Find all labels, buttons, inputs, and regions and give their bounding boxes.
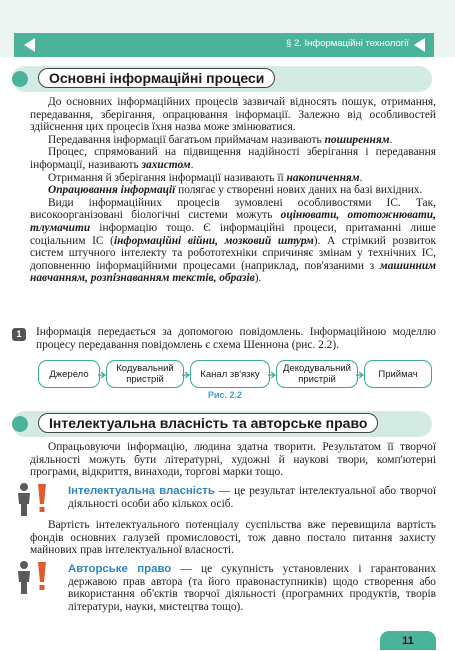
paragraph: Види інформаційних процесів зумовлені особливостями ІС. Так, високоорганізовані біологічні системи можуть оцінювати, ототожнювати, тлумачити інформацію тощо. Є інформаційні процеси, притаманні лише соціальним ІС (інформаційні війни, мозковий штурм). А стрімкий розвиток систем штучного інтелекту та робототехніки спричиняє змінам у технічних ІС, доповненню інформаційними процесами (наприклад, пов'язаними з машинним навчанням, розпізнаванням текстів, образів). xyxy=(30,196,436,285)
section1-body xyxy=(30,96,436,285)
diagram-node-receiver: Приймач xyxy=(364,360,432,388)
term-intellectual-property: Інтелектуальна власність xyxy=(68,485,215,497)
paragraph: Передавання інформації багатьом приймачам називають поширенням. xyxy=(48,133,393,146)
next-page-arrow-icon[interactable] xyxy=(414,38,425,52)
banner-dot-icon xyxy=(12,416,28,432)
paragraph: Опрацювання інформації полягає у створенні нових даних на базі вихідних. xyxy=(48,184,423,197)
diagram-arrow-icon xyxy=(182,372,191,378)
section2-paragraph: Вартість інтелектуального потенціалу суспільства вже перевищила вартість фондів основних галузей промисловості, тож давно постало питання захисту майнових прав інтелектуальної власності. xyxy=(30,519,436,557)
attention-person-icon xyxy=(12,482,56,516)
note-text: Інформація передається за допомогою повідомлень. Інформаційною моделлю процесу передавання повідомлень є схема Шеннона (рис. 2.2). xyxy=(36,326,436,351)
diagram-arrow-icon xyxy=(356,372,365,378)
header-section-title: § 2. Інформаційні технології xyxy=(286,38,409,49)
banner-dot-icon xyxy=(12,71,28,87)
paragraph: До основних інформаційних процесів зазвичай відносять пошук, отримання, передавання, зберігання, опрацювання інформації. Залежно від особливостей здійснення цих процесів їхня назва може змінюватися. xyxy=(30,96,436,134)
section-title-1: Основні інформаційні процеси xyxy=(38,68,275,88)
diagram-node-decoder: Декодувальний пристрій xyxy=(276,360,358,388)
diagram-node-encoder: Кодувальний пристрій xyxy=(106,360,184,388)
paragraph: Процес, спрямований на підвищення надійності зберігання і передавання інформації, називають захистом. xyxy=(30,146,436,171)
term-copyright: Авторське право xyxy=(68,563,172,575)
diagram-node-channel: Канал зв'язку xyxy=(190,360,270,388)
attention-person-icon xyxy=(12,560,56,594)
section2-intro: Опрацьовуючи інформацію, людина здатна творити. Результатом її творчої діяльності можуть бути літературні, художні й наукові твори, комп'ютерні програми, відкриття, винаходи, торгові марки тощо. xyxy=(30,441,436,479)
diagram-arrow-icon xyxy=(268,372,277,378)
paragraph: Отримання й зберігання інформації називають її накопиченням. xyxy=(48,171,363,184)
diagram-arrow-icon xyxy=(98,372,107,378)
section-banner-2 xyxy=(12,411,432,437)
section-banner-1 xyxy=(12,66,432,92)
figure-caption: Рис. 2.2 xyxy=(208,390,243,400)
page-number: 11 xyxy=(380,631,436,650)
definition-intellectual-property: Інтелектуальна власність — це результат інтелектуальної або творчої діяльності особи або кількох осіб. xyxy=(68,485,436,510)
prev-page-arrow-icon[interactable] xyxy=(24,38,35,52)
note-number-badge: 1 xyxy=(12,328,26,341)
diagram-node-source: Джерело xyxy=(38,360,100,388)
definition-copyright: Авторське право — це сукупність установлених і гарантованих державою прав автора (та його правонаступників) щодо створення або використання об'єктів творчої діяльності (програмних продуктів, творів літератури, науки, мистецтва тощо). xyxy=(68,563,436,613)
section-title-2: Інтелектуальна власність та авторське право xyxy=(38,413,378,433)
